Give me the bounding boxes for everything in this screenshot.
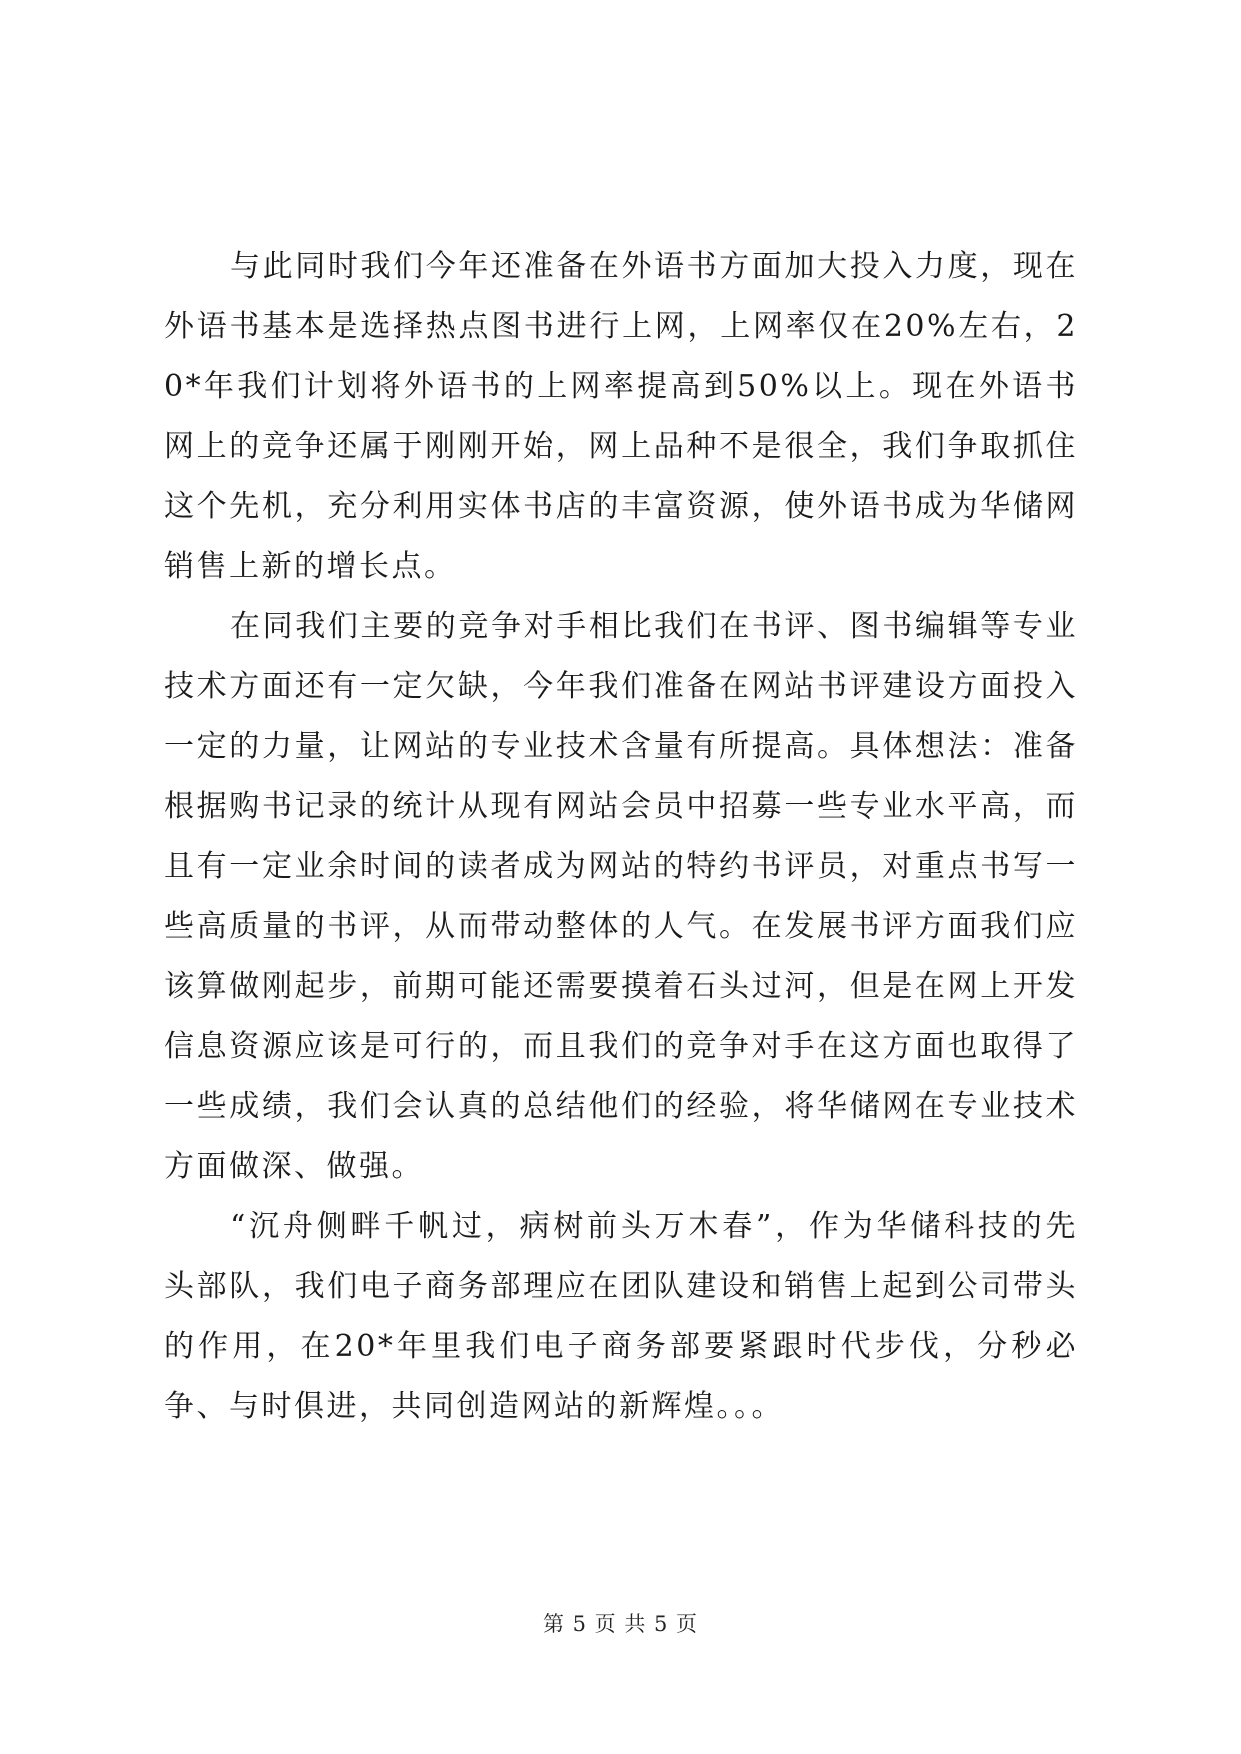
document-body: [164, 237, 1078, 1437]
paragraph-foreign-language-books: 与此同时我们今年还准备在外语书方面加大投入力度，现在外语书基本是选择热点图书进行上网，上网率仅在20%左右，20*年我们计划将外语书的上网率提高到50%以上。现在外语书网上的竞争还属于刚刚开始，网上品种不是很全，我们争取抓住这个先机，充分利用实体书店的丰富资源，使外语书成为华储网销售上新的增长点。: [164, 249, 1078, 584]
paragraph-book-reviews: 在同我们主要的竞争对手相比我们在书评、图书编辑等专业技术方面还有一定欠缺，今年我们准备在网站书评建设方面投入一定的力量，让网站的专业技术含量有所提高。具体想法：准备根据购书记录的统计从现有网站会员中招募一些专业水平高，而且有一定业余时间的读者成为网站的特约书评员，对重点书写一些高质量的书评，从而带动整体的人气。在发展书评方面我们应该算做刚起步，前期可能还需要摸着石头过河，但是在网上开发信息资源应该是可行的，而且我们的竞争对手在这方面也取得了一些成绩，我们会认真的总结他们的经验，将华储网在专业技术方面做深、做强。: [164, 609, 1078, 1184]
page-number-footer: 第 5 页 共 5 页: [542, 1612, 699, 1636]
paragraph-closing: “沉舟侧畔千帆过，病树前头万木春”，作为华储科技的先头部队，我们电子商务部理应在团队建设和销售上起到公司带头的作用，在20*年里我们电子商务部要紧跟时代步伐，分秒必争、与时俱进，共同创造网站的新辉煌。。。: [164, 1209, 1078, 1424]
